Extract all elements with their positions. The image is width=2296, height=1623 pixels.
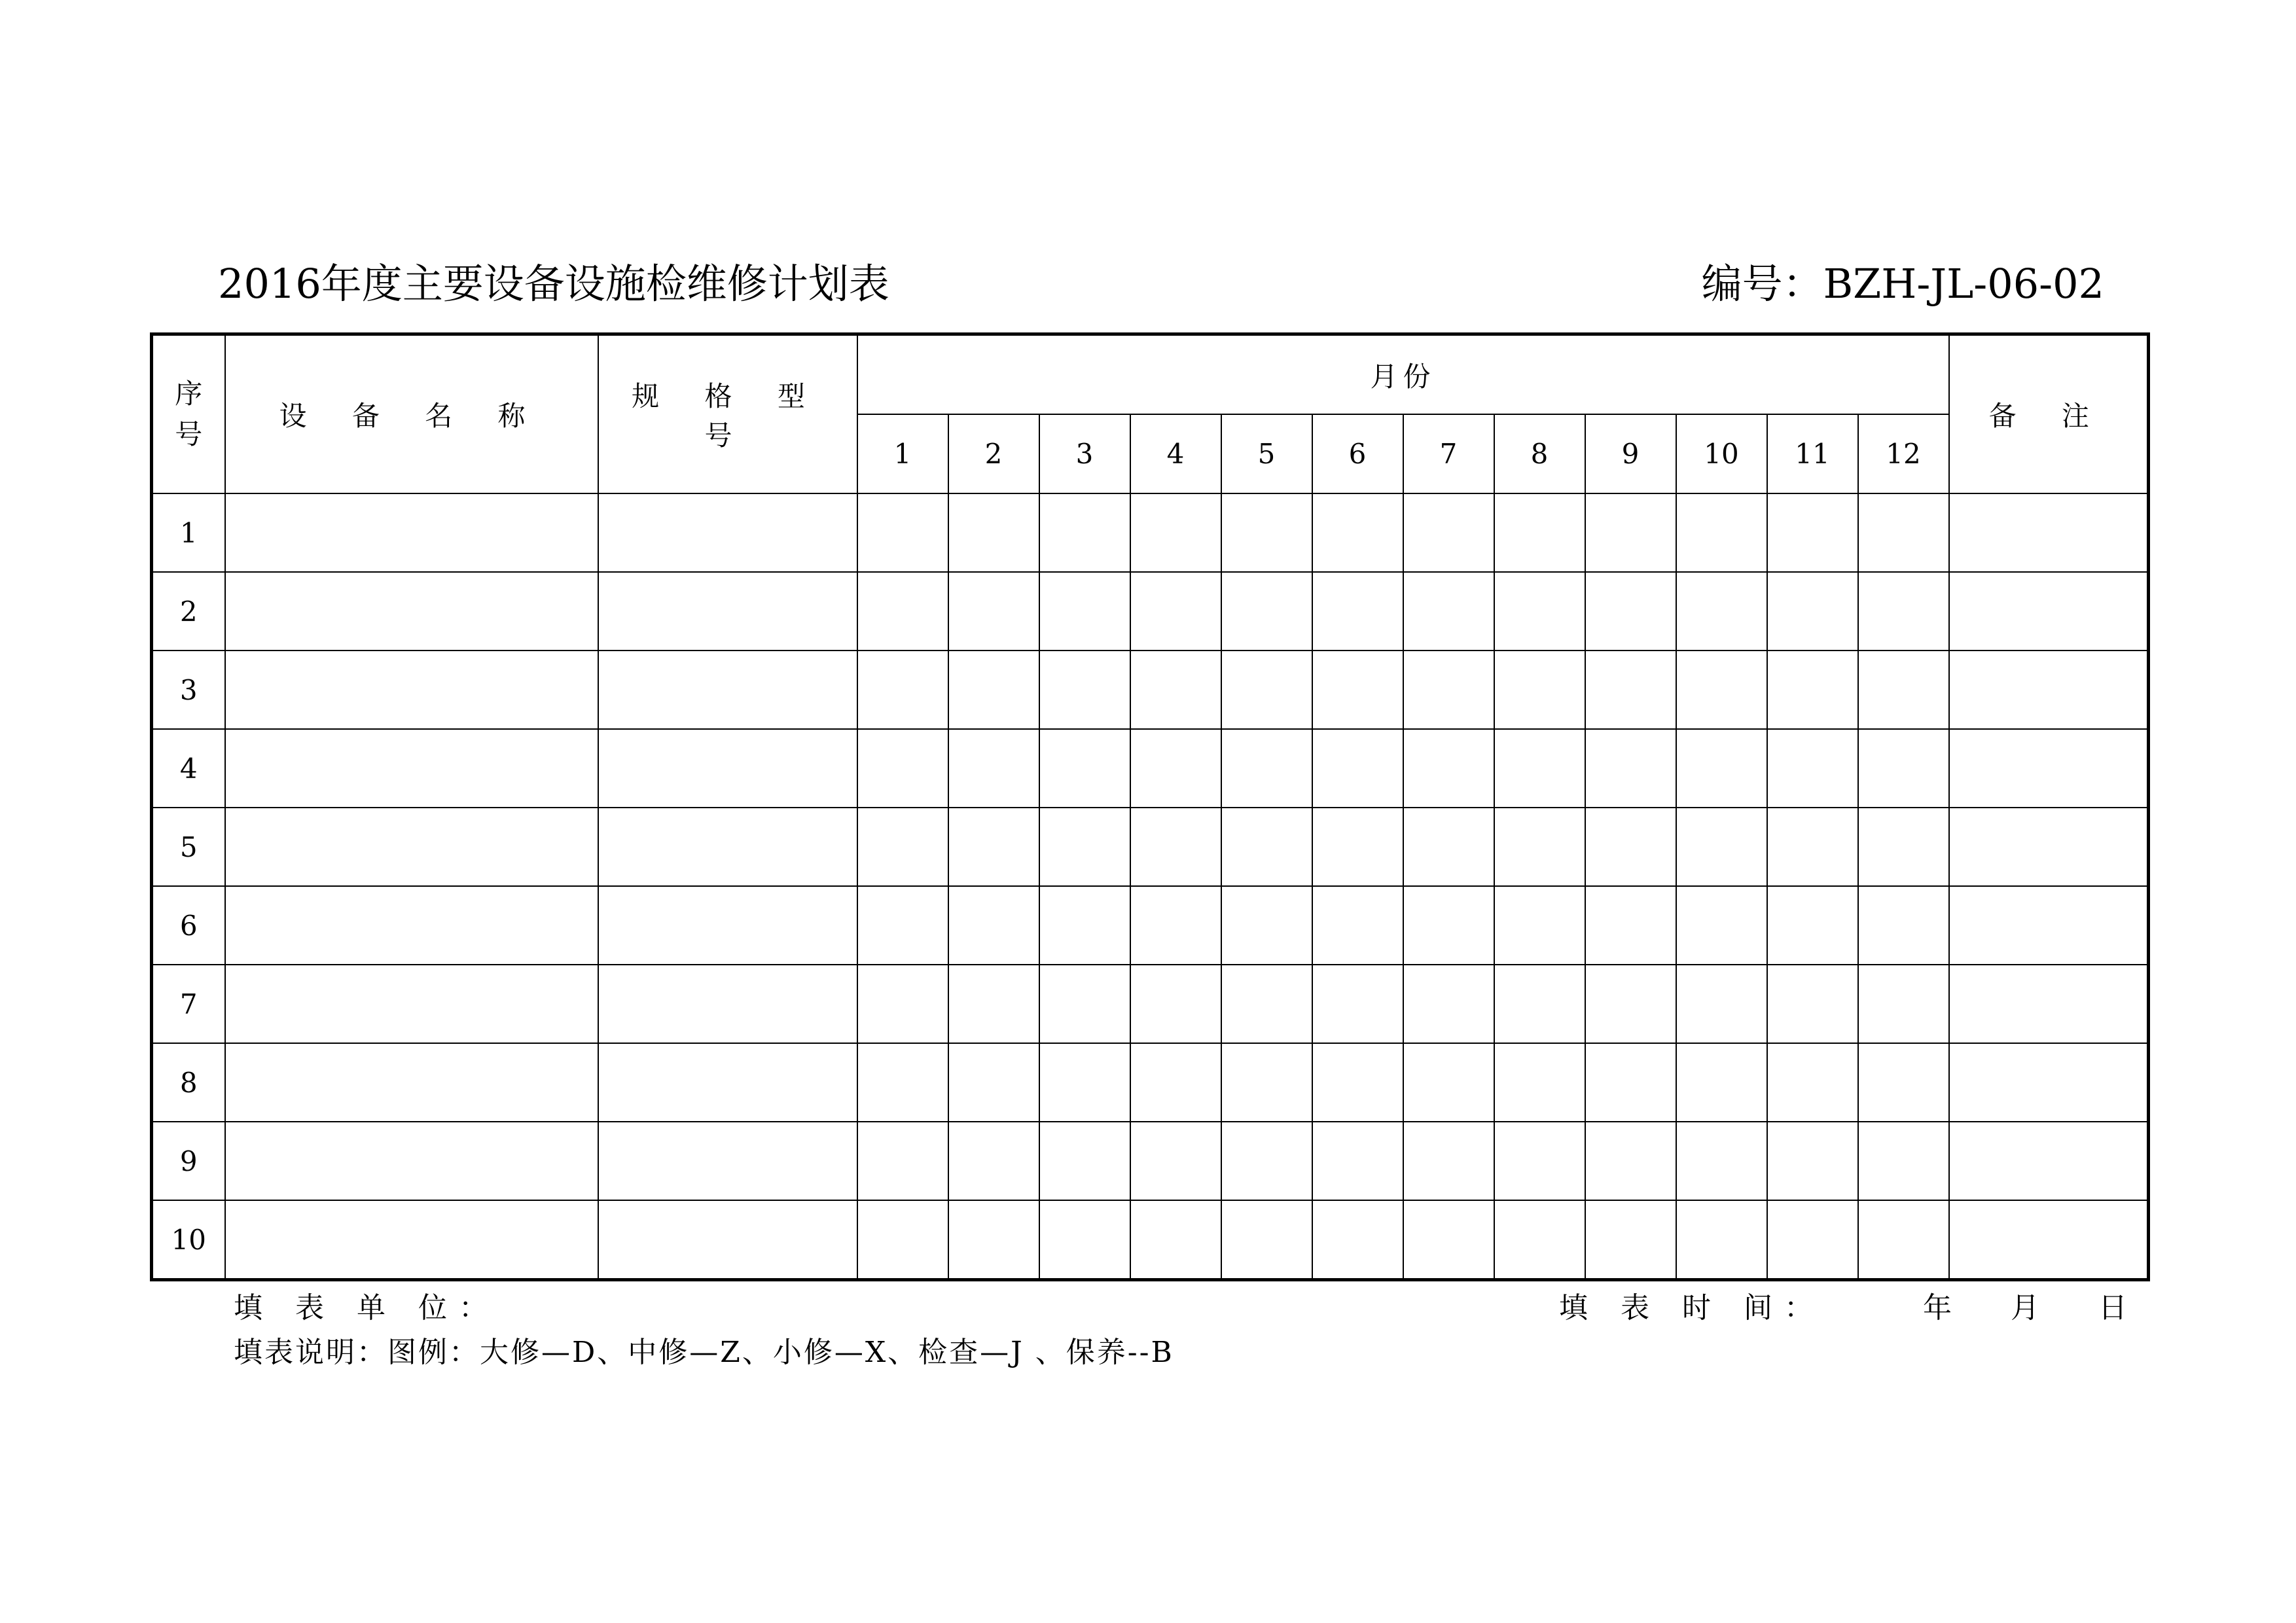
month-plan-cell[interactable] (1130, 729, 1221, 808)
month-plan-cell[interactable] (857, 493, 948, 572)
month-plan-cell[interactable] (1039, 651, 1130, 729)
month-plan-cell[interactable] (1767, 1122, 1858, 1200)
month-plan-cell[interactable] (1858, 572, 1949, 651)
month-plan-cell[interactable] (1676, 572, 1767, 651)
month-plan-cell[interactable] (1221, 808, 1312, 886)
month-plan-cell[interactable] (1858, 1043, 1949, 1122)
month-plan-cell[interactable] (1039, 729, 1130, 808)
table-row (152, 1122, 2149, 1200)
table-row (152, 1200, 2149, 1280)
month-plan-cell[interactable] (1039, 886, 1130, 965)
header-seq (152, 334, 225, 494)
month-plan-cell[interactable] (1221, 965, 1312, 1043)
month-plan-cell[interactable] (1858, 965, 1949, 1043)
remark-cell[interactable] (1949, 808, 2149, 886)
month-plan-cell[interactable] (1403, 572, 1494, 651)
month-plan-cell[interactable] (1312, 808, 1403, 886)
month-plan-cell[interactable] (1585, 651, 1676, 729)
row-number: 8 (152, 1043, 225, 1122)
month-plan-cell[interactable] (1130, 572, 1221, 651)
month-plan-cell[interactable] (1403, 493, 1494, 572)
month-plan-cell[interactable] (1494, 965, 1585, 1043)
month-plan-cell[interactable] (1585, 1200, 1676, 1280)
header-equipment-name: 设 备 名 称 (225, 334, 598, 494)
fill-instructions: 填表说明：图例：大修—D、中修—Z、小修—X、检查—J 、保养--B (234, 1336, 1174, 1369)
month-plan-cell[interactable] (1494, 572, 1585, 651)
month-plan-cell[interactable] (1221, 493, 1312, 572)
month-plan-cell[interactable] (1585, 1043, 1676, 1122)
spec-model-cell[interactable] (598, 729, 857, 808)
month-plan-cell[interactable] (857, 572, 948, 651)
spec-model-cell[interactable] (598, 493, 857, 572)
month-plan-cell[interactable] (1130, 965, 1221, 1043)
equipment-name-cell[interactable] (225, 1122, 598, 1200)
equipment-name-cell[interactable] (225, 965, 598, 1043)
month-plan-cell[interactable] (1403, 886, 1494, 965)
month-plan-cell[interactable] (1767, 965, 1858, 1043)
month-plan-cell[interactable] (1312, 651, 1403, 729)
spec-model-cell[interactable] (598, 886, 857, 965)
month-header-cell: 11 (1767, 414, 1858, 493)
month-plan-cell[interactable] (1676, 965, 1767, 1043)
month-plan-cell[interactable] (1039, 572, 1130, 651)
month-plan-cell[interactable] (1130, 886, 1221, 965)
month-plan-cell[interactable] (1039, 1122, 1130, 1200)
month-plan-cell[interactable] (857, 729, 948, 808)
month-plan-cell[interactable] (948, 965, 1039, 1043)
month-plan-cell[interactable] (1494, 729, 1585, 808)
month-plan-cell[interactable] (1858, 651, 1949, 729)
month-plan-cell[interactable] (1312, 965, 1403, 1043)
equipment-name-cell[interactable] (225, 651, 598, 729)
month-plan-cell[interactable] (857, 808, 948, 886)
month-plan-cell[interactable] (1039, 965, 1130, 1043)
month-plan-cell[interactable] (948, 1122, 1039, 1200)
month-plan-cell[interactable] (1221, 1122, 1312, 1200)
equipment-name-cell[interactable] (225, 886, 598, 965)
month-plan-cell[interactable] (1585, 1122, 1676, 1200)
month-plan-cell[interactable] (1767, 1200, 1858, 1280)
month-plan-cell[interactable] (1039, 493, 1130, 572)
month-label: 月 (2010, 1291, 2039, 1325)
month-plan-cell[interactable] (1221, 651, 1312, 729)
month-plan-cell[interactable] (1767, 651, 1858, 729)
month-plan-cell[interactable] (948, 1200, 1039, 1280)
month-plan-cell[interactable] (1312, 1200, 1403, 1280)
table-row (152, 729, 2149, 808)
month-plan-cell[interactable] (857, 651, 948, 729)
month-plan-cell[interactable] (1312, 1043, 1403, 1122)
month-plan-cell[interactable] (1494, 886, 1585, 965)
month-plan-cell[interactable] (1130, 1200, 1221, 1280)
equipment-name-cell[interactable] (225, 493, 598, 572)
year-label: 年 (1922, 1291, 1952, 1325)
month-plan-cell[interactable] (1767, 493, 1858, 572)
form-title: 2016年度主要设备设施检维修计划表 (218, 260, 889, 308)
month-plan-cell[interactable] (948, 886, 1039, 965)
month-header-cell: 8 (1494, 414, 1585, 493)
seq-head-char: 序 (175, 378, 203, 410)
remark-cell[interactable] (1949, 965, 2149, 1043)
month-plan-cell[interactable] (1312, 1122, 1403, 1200)
month-plan-cell[interactable] (1312, 886, 1403, 965)
row-number: 10 (152, 1200, 225, 1280)
month-plan-cell[interactable] (1858, 886, 1949, 965)
month-plan-cell[interactable] (1130, 651, 1221, 729)
month-plan-cell[interactable] (1312, 572, 1403, 651)
month-plan-cell[interactable] (1676, 1122, 1767, 1200)
fill-time-label: 填 表 时 间： (1559, 1291, 1825, 1325)
month-plan-cell[interactable] (1494, 1200, 1585, 1280)
month-plan-cell[interactable] (857, 886, 948, 965)
remark-cell[interactable] (1949, 729, 2149, 808)
month-plan-cell[interactable] (1767, 808, 1858, 886)
month-plan-cell[interactable] (1676, 729, 1767, 808)
month-plan-cell[interactable] (1676, 651, 1767, 729)
seq-head-char: 号 (175, 418, 203, 450)
month-plan-cell[interactable] (1221, 1043, 1312, 1122)
month-plan-cell[interactable] (1221, 1200, 1312, 1280)
month-header-cell: 10 (1676, 414, 1767, 493)
month-plan-cell[interactable] (1767, 886, 1858, 965)
spec-model-cell[interactable] (598, 1043, 857, 1122)
month-plan-cell[interactable] (1858, 1200, 1949, 1280)
month-plan-cell[interactable] (1312, 493, 1403, 572)
table-row (152, 493, 2149, 572)
month-header-cell: 6 (1312, 414, 1403, 493)
table-row (152, 572, 2149, 651)
row-number: 4 (152, 729, 225, 808)
month-plan-cell[interactable] (1858, 808, 1949, 886)
month-plan-cell[interactable] (1676, 808, 1767, 886)
month-plan-cell[interactable] (1130, 1122, 1221, 1200)
month-plan-cell[interactable] (1494, 493, 1585, 572)
remark-cell[interactable] (1949, 493, 2149, 572)
remark-cell[interactable] (1949, 651, 2149, 729)
month-plan-cell[interactable] (1403, 651, 1494, 729)
header-months: 月份 (857, 334, 1949, 415)
month-plan-cell[interactable] (1585, 886, 1676, 965)
remark-cell[interactable] (1949, 1200, 2149, 1280)
month-plan-cell[interactable] (857, 1043, 948, 1122)
form-code: 编号：BZH-JL-06-02 (1701, 260, 2104, 308)
month-plan-cell[interactable] (1312, 729, 1403, 808)
table-row (152, 1043, 2149, 1122)
month-plan-cell[interactable] (1403, 1122, 1494, 1200)
month-plan-cell[interactable] (857, 1122, 948, 1200)
maintenance-plan-table (150, 332, 2150, 1281)
month-plan-cell[interactable] (1221, 729, 1312, 808)
remark-cell[interactable] (1949, 1122, 2149, 1200)
row-number: 1 (152, 493, 225, 572)
month-header-cell: 3 (1039, 414, 1130, 493)
spec-model-cell[interactable] (598, 1200, 857, 1280)
month-plan-cell[interactable] (1494, 808, 1585, 886)
equipment-name-cell[interactable] (225, 808, 598, 886)
spec-model-cell[interactable] (598, 965, 857, 1043)
fill-time (1559, 1284, 2186, 1326)
spec-model-cell[interactable] (598, 651, 857, 729)
month-header-cell: 1 (857, 414, 948, 493)
spec-model-cell[interactable] (598, 572, 857, 651)
month-plan-cell[interactable] (1676, 886, 1767, 965)
month-plan-cell[interactable] (1585, 965, 1676, 1043)
month-plan-cell[interactable] (1767, 729, 1858, 808)
month-plan-cell[interactable] (1130, 493, 1221, 572)
month-plan-cell[interactable] (948, 808, 1039, 886)
month-plan-cell[interactable] (1039, 1200, 1130, 1280)
month-plan-cell[interactable] (1221, 572, 1312, 651)
month-header-cell: 7 (1403, 414, 1494, 493)
month-header-cell: 5 (1221, 414, 1312, 493)
month-plan-cell[interactable] (1858, 1122, 1949, 1200)
equipment-name-cell[interactable] (225, 1043, 598, 1122)
header-spec-model: 规 格 型 号 (598, 334, 857, 494)
month-header-cell: 4 (1130, 414, 1221, 493)
month-plan-cell[interactable] (1767, 572, 1858, 651)
spec-model-cell[interactable] (598, 1122, 857, 1200)
month-plan-cell[interactable] (1858, 729, 1949, 808)
row-number: 2 (152, 572, 225, 651)
table-row (152, 808, 2149, 886)
spec-model-cell[interactable] (598, 808, 857, 886)
month-plan-cell[interactable] (1130, 808, 1221, 886)
month-plan-cell[interactable] (948, 729, 1039, 808)
table-row (152, 965, 2149, 1043)
remark-cell[interactable] (1949, 886, 2149, 965)
month-plan-cell[interactable] (1221, 886, 1312, 965)
month-plan-cell[interactable] (1494, 651, 1585, 729)
month-plan-cell[interactable] (1130, 1043, 1221, 1122)
month-plan-cell[interactable] (857, 965, 948, 1043)
month-plan-cell[interactable] (1676, 1200, 1767, 1280)
month-plan-cell[interactable] (1585, 729, 1676, 808)
month-plan-cell[interactable] (1676, 493, 1767, 572)
month-plan-cell[interactable] (1585, 572, 1676, 651)
month-header-cell: 9 (1585, 414, 1676, 493)
row-number: 6 (152, 886, 225, 965)
equipment-name-cell[interactable] (225, 1200, 598, 1280)
month-header-cell: 12 (1858, 414, 1949, 493)
month-plan-cell[interactable] (948, 1043, 1039, 1122)
month-plan-cell[interactable] (857, 1200, 948, 1280)
month-plan-cell[interactable] (1403, 1043, 1494, 1122)
month-plan-cell[interactable] (1403, 808, 1494, 886)
month-plan-cell[interactable] (948, 572, 1039, 651)
month-plan-cell[interactable] (1494, 1043, 1585, 1122)
table-row (152, 651, 2149, 729)
month-plan-cell[interactable] (1676, 1043, 1767, 1122)
month-plan-cell[interactable] (1767, 1043, 1858, 1122)
remark-cell[interactable] (1949, 572, 2149, 651)
month-plan-cell[interactable] (948, 651, 1039, 729)
month-plan-cell[interactable] (1403, 965, 1494, 1043)
month-plan-cell[interactable] (1039, 1043, 1130, 1122)
month-plan-cell[interactable] (1858, 493, 1949, 572)
month-plan-cell[interactable] (1403, 729, 1494, 808)
month-plan-cell[interactable] (948, 493, 1039, 572)
month-plan-cell[interactable] (1585, 493, 1676, 572)
row-number: 7 (152, 965, 225, 1043)
row-number: 9 (152, 1122, 225, 1200)
equipment-name-cell[interactable] (225, 572, 598, 651)
header-remark: 备 注 (1949, 334, 2149, 494)
row-number: 5 (152, 808, 225, 886)
month-plan-cell[interactable] (1494, 1122, 1585, 1200)
fill-unit-label: 填 表 单 位： (234, 1291, 499, 1325)
remark-cell[interactable] (1949, 1043, 2149, 1122)
day-label: 日 (2098, 1291, 2127, 1325)
month-plan-cell[interactable] (1039, 808, 1130, 886)
table-row (152, 886, 2149, 965)
equipment-name-cell[interactable] (225, 729, 598, 808)
row-number: 3 (152, 651, 225, 729)
month-plan-cell[interactable] (1585, 808, 1676, 886)
month-plan-cell[interactable] (1403, 1200, 1494, 1280)
month-header-cell: 2 (948, 414, 1039, 493)
